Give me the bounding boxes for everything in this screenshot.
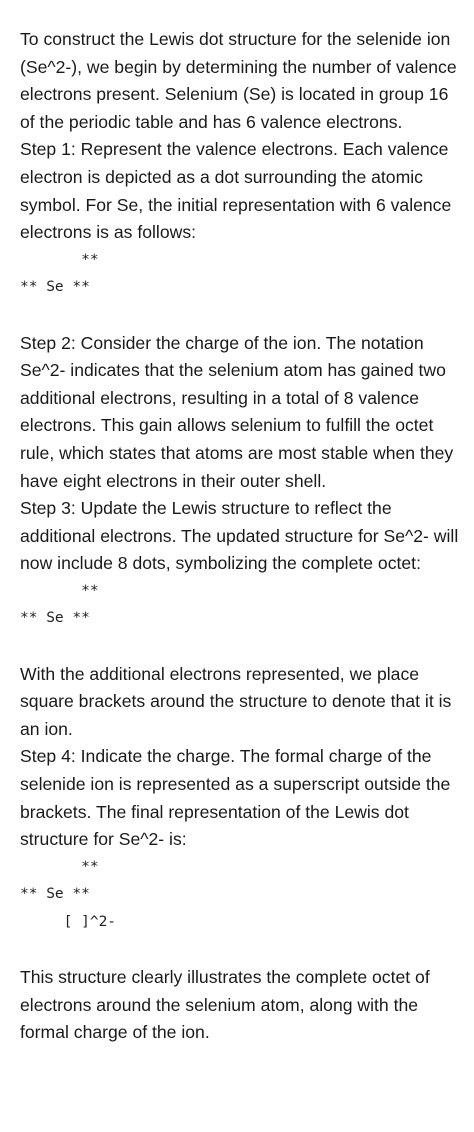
blank-line [20, 633, 460, 661]
lewis-initial-symbol-line: ** Se ** [20, 279, 90, 296]
blank-line [20, 937, 460, 965]
conclusion-paragraph: This structure clearly illustrates the complete octet of electrons around the selenium atom, along with the formal charge of the ion. [20, 967, 435, 1043]
brackets-paragraph: With the additional electrons represented, we place square brackets around the structure to denote that it is an ion. [20, 663, 457, 739]
lewis-structure-initial [20, 247, 460, 302]
step-3-paragraph: Step 3: Update the Lewis structure to reflect the additional electrons. The updated structure for Se^2- will now include 8 dots, symbolizing the complete octet: [20, 498, 464, 574]
blank-line [20, 302, 460, 330]
lewis-initial-top-dots: ** [20, 251, 99, 268]
step-2-paragraph: Step 2: Consider the charge of the ion. The notation Se^2- indicates that the selenium atom has gained two additional electrons, resulting in a total of 8 valence electrons. This gain allows selenium to fulfill the octet rule, which states that atoms are most stable when they have eight electrons in their outer shell. [20, 332, 459, 491]
lewis-structure-updated [20, 578, 460, 633]
document-body [20, 26, 464, 1047]
lewis-updated-top-dots: ** [20, 582, 99, 599]
lewis-final-symbol-line: ** Se ** [20, 886, 90, 903]
intro-paragraph: To construct the Lewis dot structure for the selenide ion (Se^2-), we begin by determining the number of valence electrons present. Selenium (Se) is located in group 16 of the periodic table and has 6 valence electrons. [20, 29, 462, 132]
lewis-final-bracket-charge: [ ]^2- [20, 914, 117, 930]
step-4-paragraph: Step 4: Indicate the charge. The formal charge of the selenide ion is represented as a superscript outside the brackets. The final representation of the Lewis dot structure for Se^2- is: [20, 746, 456, 850]
step-1-paragraph: Step 1: Represent the valence electrons. Each valence electron is depicted as a dot surrounding the atomic symbol. For Se, the initial representation with 6 valence electrons is as follows: [20, 139, 457, 243]
lewis-updated-symbol-line: ** Se ** [20, 610, 90, 627]
lewis-structure-final [20, 854, 460, 937]
lewis-final-top-dots: ** [20, 858, 99, 875]
